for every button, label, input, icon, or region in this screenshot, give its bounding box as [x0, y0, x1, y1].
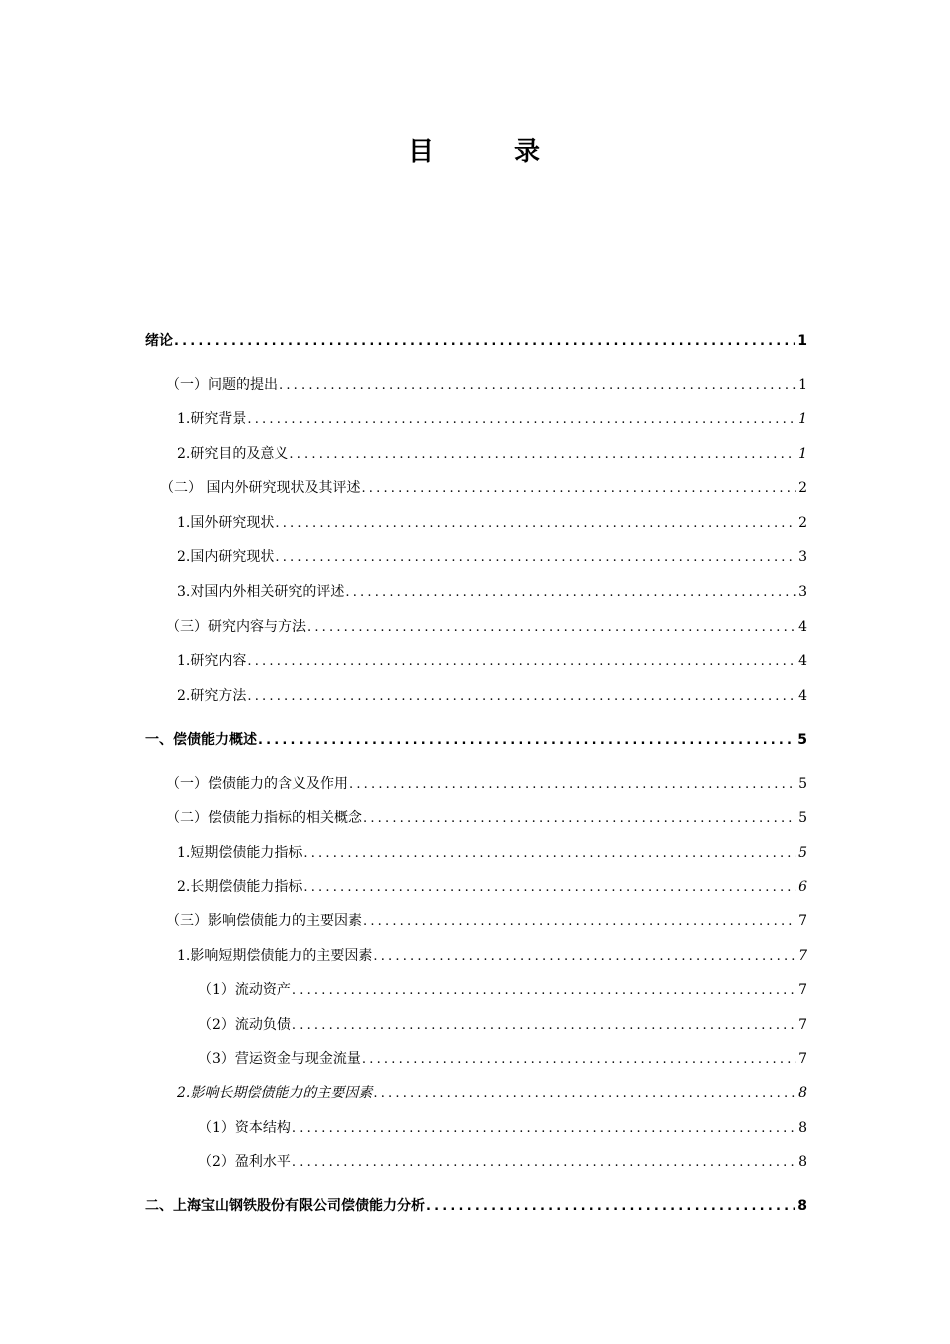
toc-dot-leader — [345, 582, 796, 604]
toc-entry-introduction[interactable] — [145, 330, 807, 352]
toc-entry-label: 2.影响长期偿债能力的主要因素 — [177, 1085, 373, 1101]
toc-page-number: 8 — [798, 1120, 807, 1136]
toc-dot-leader — [363, 808, 796, 830]
toc-entry-label: （1）资本结构 — [198, 1120, 291, 1136]
toc-page-number: 5 — [798, 845, 807, 861]
toc-page-number: 1 — [798, 446, 807, 462]
toc-entry-label: 1.研究背景 — [177, 411, 247, 427]
toc-entry-purpose[interactable] — [177, 443, 807, 465]
toc-entry-label: 1.影响短期偿债能力的主要因素 — [177, 948, 373, 964]
toc-entry-background[interactable] — [177, 408, 807, 430]
toc-entry-profitability[interactable] — [198, 1151, 807, 1173]
toc-page-number: 7 — [798, 1051, 807, 1067]
toc-entry-literature-review[interactable] — [160, 477, 807, 499]
toc-dot-leader — [275, 513, 796, 535]
toc-page-number: 7 — [798, 913, 807, 929]
toc-entry-solvency-meaning[interactable] — [166, 773, 807, 795]
toc-page-number: 2 — [798, 515, 807, 531]
toc-page-number: 4 — [798, 619, 807, 635]
toc-dot-leader — [303, 877, 796, 899]
toc-entry-short-term-factors[interactable] — [177, 945, 807, 967]
toc-dot-leader — [373, 946, 796, 968]
toc-entry-label: 2.研究方法 — [177, 688, 247, 704]
toc-entry-research-content[interactable] — [177, 650, 807, 672]
toc-dot-leader — [373, 1083, 796, 1105]
toc-dot-leader — [292, 1015, 796, 1037]
toc-entry-long-term-indicators[interactable] — [177, 876, 807, 898]
toc-entry-foreign-research[interactable] — [177, 512, 807, 534]
toc-dot-leader — [303, 843, 796, 865]
toc-entry-capital-structure[interactable] — [198, 1117, 807, 1139]
toc-dot-leader — [292, 1118, 796, 1140]
toc-entry-label: 二、上海宝山钢铁股份有限公司偿债能力分析 — [145, 1198, 425, 1214]
toc-page-number: 1 — [798, 377, 807, 393]
toc-entry-label: （1）流动资产 — [198, 982, 291, 998]
toc-page-number: 6 — [798, 879, 807, 895]
toc-entry-working-capital[interactable] — [198, 1048, 807, 1070]
toc-entry-domestic-research[interactable] — [177, 546, 807, 568]
toc-dot-leader — [349, 774, 796, 796]
toc-entry-label: （三）研究内容与方法 — [166, 619, 306, 635]
toc-dot-leader — [247, 686, 796, 708]
toc-entry-label: （3）营运资金与现金流量 — [198, 1051, 361, 1067]
toc-dot-leader — [362, 1049, 796, 1071]
toc-page-number: 3 — [798, 549, 807, 565]
toc-dot-leader — [426, 1196, 795, 1218]
toc-dot-leader — [247, 651, 796, 673]
toc-dot-leader — [292, 980, 796, 1002]
toc-dot-leader — [275, 547, 796, 569]
toc-entry-label: 一、偿债能力概述 — [145, 732, 257, 748]
toc-entry-label: （三）影响偿债能力的主要因素 — [166, 913, 362, 929]
toc-page-number: 7 — [798, 948, 807, 964]
toc-dot-leader — [247, 409, 796, 431]
toc-page-number: 5 — [798, 776, 807, 792]
toc-dot-leader — [292, 1152, 796, 1174]
toc-entry-label: （二）偿债能力指标的相关概念 — [166, 810, 362, 826]
toc-entry-label: （一）问题的提出 — [166, 377, 278, 393]
toc-entry-label: 1.短期偿债能力指标 — [177, 845, 303, 861]
toc-entry-baosteel-analysis[interactable] — [145, 1195, 807, 1217]
toc-page-number: 8 — [798, 1085, 807, 1101]
toc-entry-research-review[interactable] — [177, 581, 807, 603]
toc-page-number: 4 — [798, 688, 807, 704]
toc-page-number: 7 — [798, 1017, 807, 1033]
toc-dot-leader — [363, 911, 796, 933]
toc-dot-leader — [258, 730, 795, 752]
toc-dot-leader — [289, 444, 796, 466]
toc-entry-label: 1.国外研究现状 — [177, 515, 275, 531]
toc-page-number: 2 — [798, 480, 807, 496]
page-title-char-2: 录 — [514, 137, 543, 167]
toc-entry-current-liabilities[interactable] — [198, 1014, 807, 1036]
toc-dot-leader — [174, 331, 795, 353]
toc-entry-label: 2.研究目的及意义 — [177, 446, 289, 462]
toc-dot-leader — [279, 375, 796, 397]
toc-entry-content-methods[interactable] — [166, 616, 807, 638]
toc-page-number: 1 — [797, 333, 807, 349]
toc-entry-current-assets[interactable] — [198, 979, 807, 1001]
toc-entry-long-term-factors[interactable] — [177, 1082, 807, 1104]
toc-entry-research-methods[interactable] — [177, 685, 807, 707]
toc-entry-solvency-overview[interactable] — [145, 729, 807, 751]
toc-page-number: 8 — [798, 1154, 807, 1170]
toc-entry-label: 2.国内研究现状 — [177, 549, 275, 565]
page-title-char-1: 目 — [407, 137, 436, 167]
toc-page-number: 5 — [798, 810, 807, 826]
toc-page-number: 1 — [798, 411, 807, 427]
toc-entry-label: （一）偿债能力的含义及作用 — [166, 776, 348, 792]
toc-entry-solvency-factors[interactable] — [166, 910, 807, 932]
toc-entry-short-term-indicators[interactable] — [177, 842, 807, 864]
toc-entry-label: 3.对国内外相关研究的评述 — [177, 584, 345, 600]
toc-entry-label: （2）流动负债 — [198, 1017, 291, 1033]
toc-page-number: 8 — [797, 1198, 807, 1214]
toc-entry-label: 绪论 — [145, 333, 173, 349]
toc-entry-label: （2）盈利水平 — [198, 1154, 291, 1170]
toc-page-number: 7 — [798, 982, 807, 998]
toc-entry-label: （二） 国内外研究现状及其评述 — [160, 480, 361, 496]
toc-entry-solvency-indicators[interactable] — [166, 807, 807, 829]
toc-page-number: 3 — [798, 584, 807, 600]
toc-entry-label: 2.长期偿债能力指标 — [177, 879, 303, 895]
toc-entry-label: 1.研究内容 — [177, 653, 247, 669]
toc-entry-problem[interactable] — [166, 374, 807, 396]
toc-page-number: 5 — [797, 732, 807, 748]
toc-dot-leader — [361, 478, 796, 500]
toc-dot-leader — [307, 617, 796, 639]
toc-page-number: 4 — [798, 653, 807, 669]
